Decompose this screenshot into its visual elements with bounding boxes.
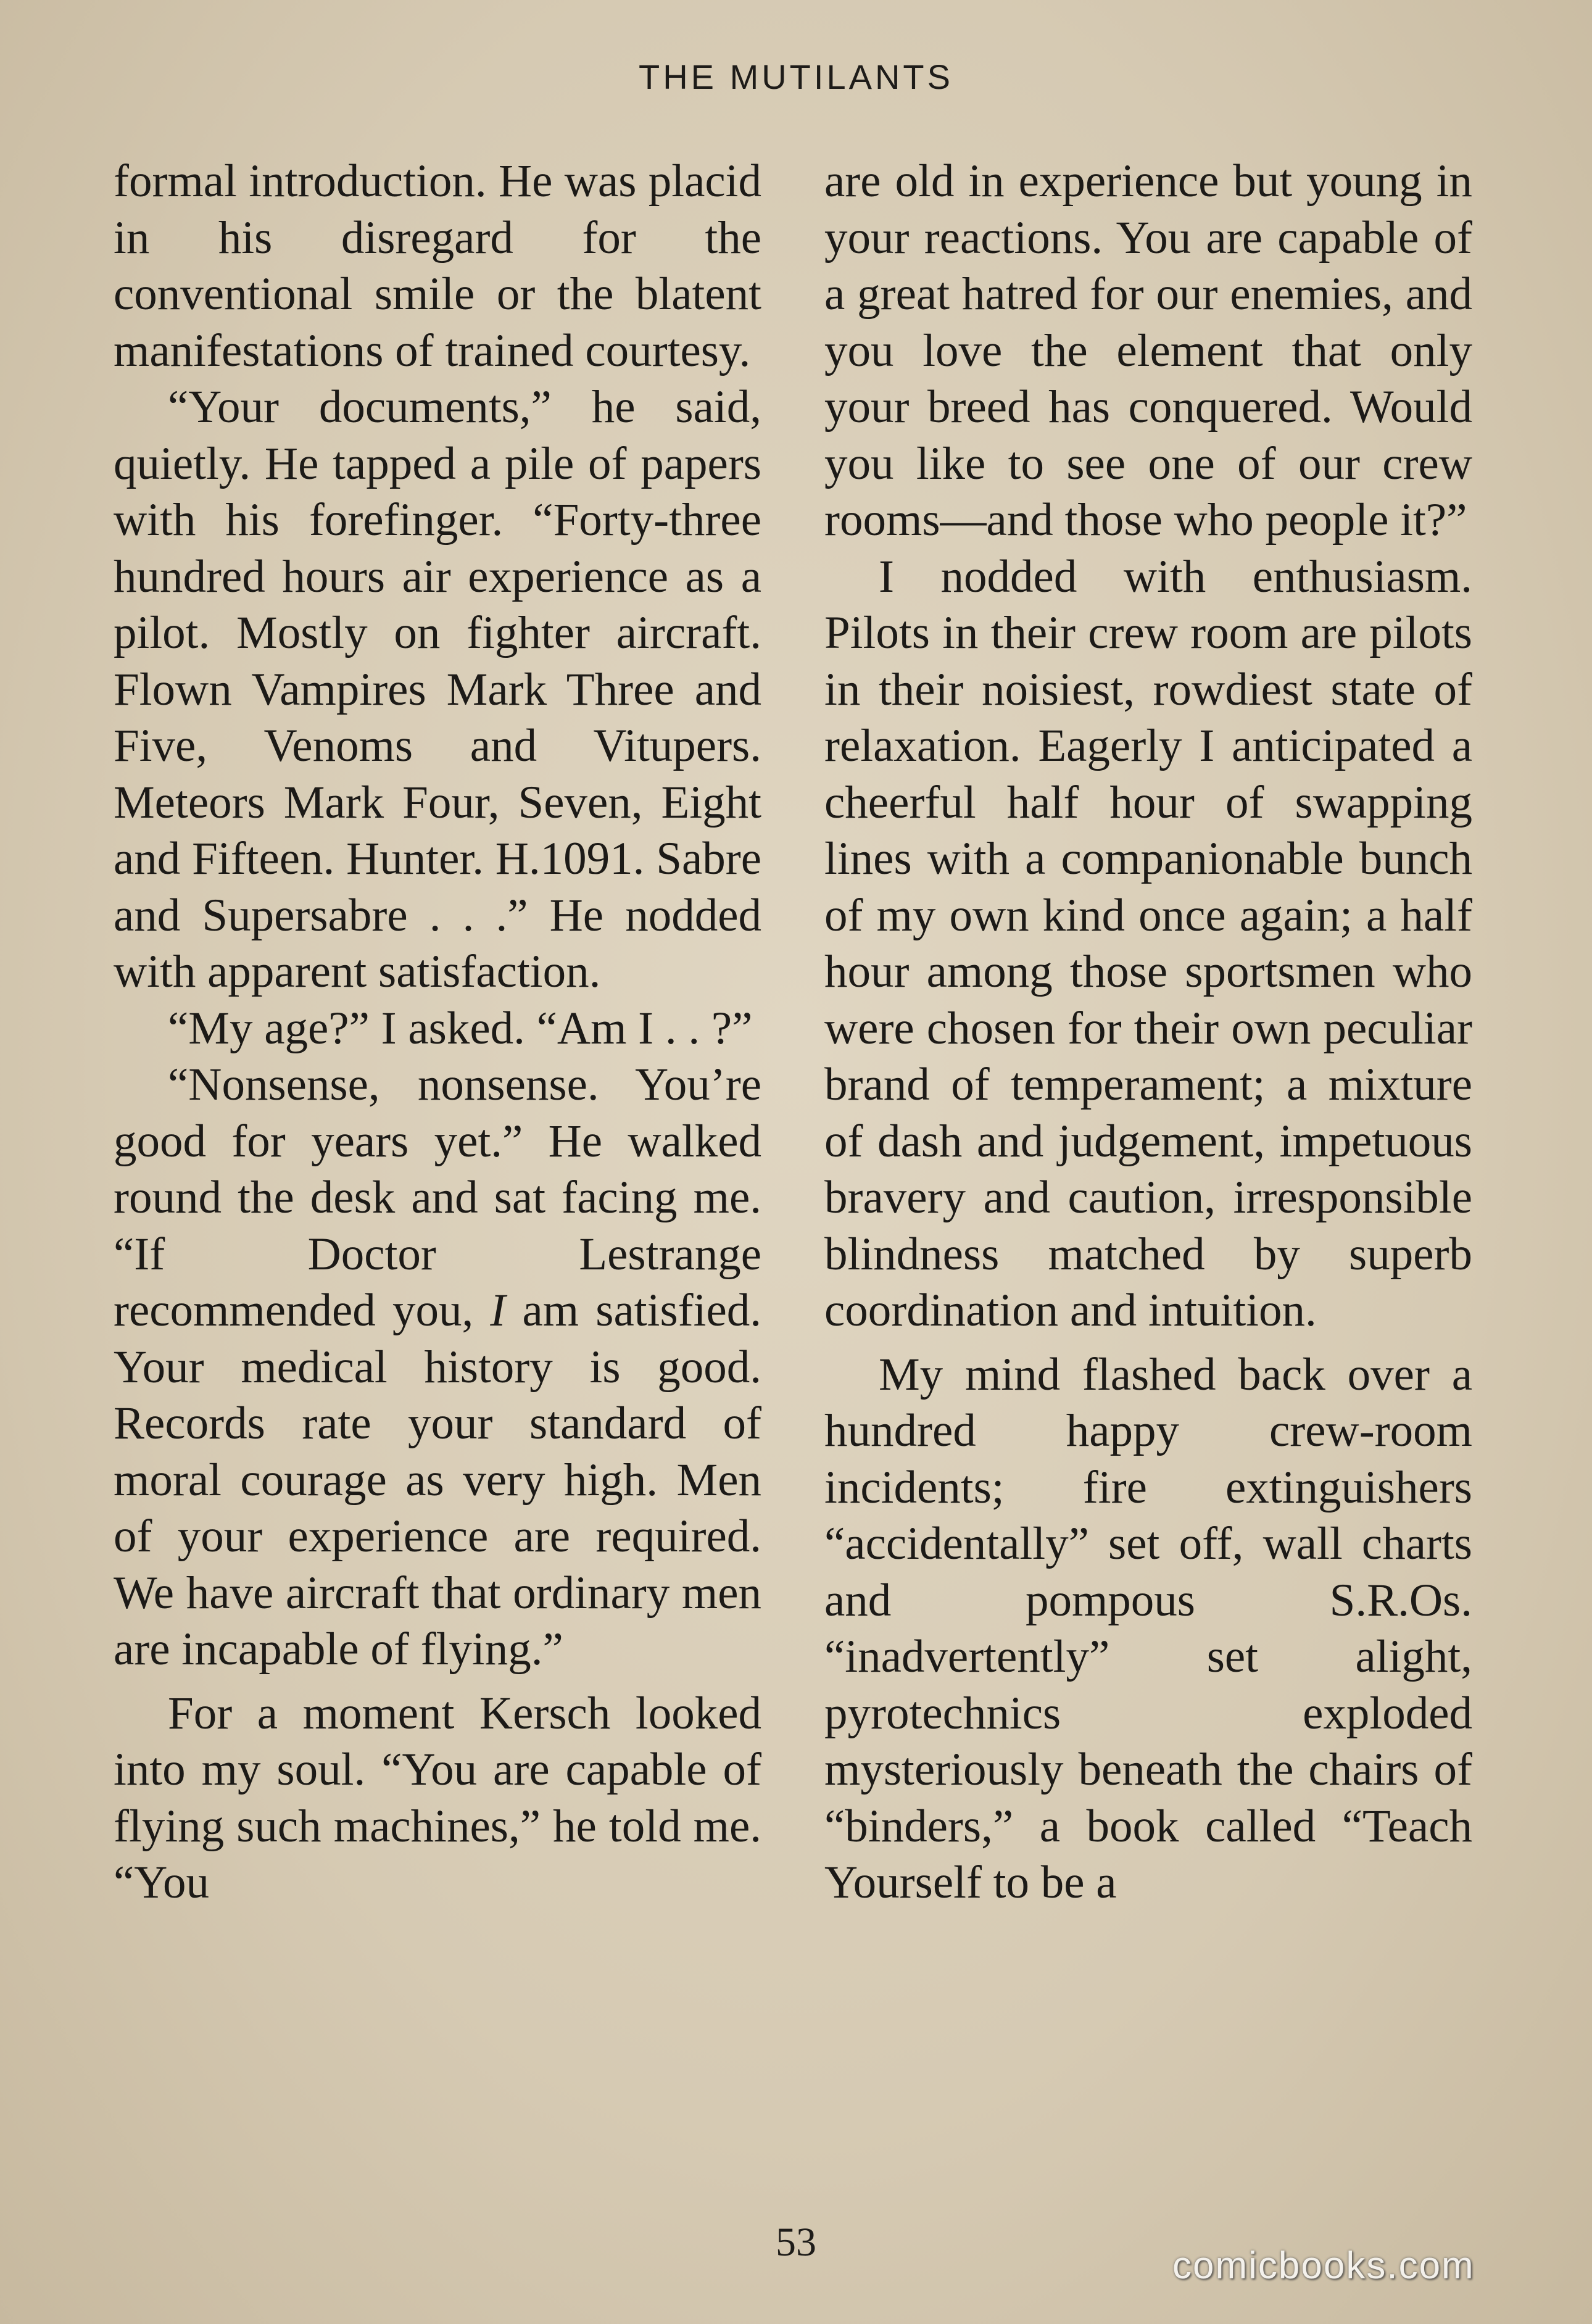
paragraph: formal introduction. He was placid in his disregard for the conventional smile or the blatent manifestations of trained courtesy. <box>114 156 761 376</box>
paragraph: are old in experience but young in your reactions. You are capable of a great hatred for our enemies, and you love the element that only your breed has conquered. Would you like to see one of our crew rooms—and those who people it?” <box>824 156 1472 546</box>
paragraph-text: am satisfied. Your medical history is good. Records rate your standard of moral courage as very high. Men of your experience are required. We have aircraft that ordinary men are incapable of flying.” <box>114 1285 761 1675</box>
watermark: comicbooks.com <box>1172 2244 1475 2287</box>
page-number: 53 <box>776 2220 816 2265</box>
paragraph: For a moment Kersch looked into my soul. “You are capable of flying such machines,” he told me. “You <box>114 1687 761 1908</box>
paragraph: My mind flashed back over a hundred happy crew-room incidents; fire extinguishers “accidentally” set off, wall charts and pompous S.R.Os. “inadvertently” set alight, pyrotechnics exploded mysteriously beneath the chairs of “binders,” a book called “Teach Yourself to be a <box>824 1348 1472 1908</box>
running-title: THE MUTILANTS <box>639 57 953 96</box>
paragraph: I nodded with enthusiasm. Pilots in their crew room are pilots in their noisiest, rowdiest state of relaxation. Eagerly I anticipated a cheerful half hour of swapping lines with a companionable bunch of my own kind once again; a half hour among those sportsmen who were chosen for their own peculiar brand of temperament; a mixture of dash and judgement, impetuous bravery and caution, irresponsible blindness matched by superb coordination and intuition. <box>824 550 1472 1336</box>
paragraph <box>114 1056 761 1678</box>
emphasized-word: I <box>490 1285 506 1336</box>
paragraph: “Your documents,” he said, quietly. He tapped a pile of papers with his forefinger. “Forty-three hundred hours air experience as a pilot. Mostly on fighter aircraft. Flown Vampires Mark Three and Five, Venoms and Vitupers. Meteors Mark Four, Seven, Eight and Fifteen. Hunter. H.1091. Sabre and Supersabre . . .” He nodded with apparent satisfaction. <box>114 381 761 997</box>
right-text-column <box>824 153 1472 1911</box>
paragraph-text: “Nonsense, nonsense. You’re good for years yet.” He walked round the desk and sat facing me. “If Doctor Lestrange recommended you, <box>114 1059 761 1336</box>
left-text-column <box>114 153 761 1911</box>
paragraph: “My age?” I asked. “Am I . . ?” <box>168 1002 753 1054</box>
